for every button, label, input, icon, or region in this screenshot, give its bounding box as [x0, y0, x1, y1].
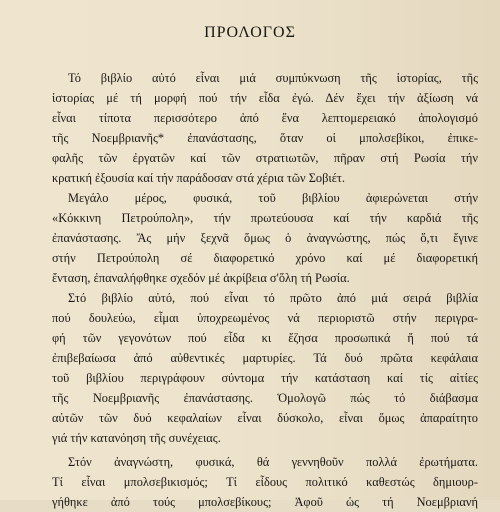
text-line: τοῦ βιβλίου περιγράφουν σύντομα τήν κατάσταση καί τίς αἰτίες [52, 371, 478, 385]
text-line: ἱστορίας μέ τή μορφή πού τήν εἶδα ἐγώ. Δέν ἔχει τήν ἀξίωση νά [52, 91, 478, 105]
text-line: ἔνταση, ἐπαναλήφθηκε σχεδόν μέ ἀκρίβεια σ'ὅλη τή Ρωσία. [52, 271, 350, 285]
text-line: τῆς Νοεμβριανῆς* ἐπανάστασης, ὅταν οἱ μπολσεβίκοι, ἐπικε- [52, 131, 478, 145]
text-line: φή τῶν γεγονότων πού εἶδα κι ἔζησα προσωπικά ἤ πού τά [52, 331, 478, 345]
text-line: «Κόκκινη Πετρούπολη», τήν πρωτεύουσα καί τήν καρδιά τῆς [52, 211, 478, 225]
text-line: γήθηκε ἀπό τούς μπολσεβίκους; Ἀφοῦ ὡς τή Νοεμβριανή [52, 495, 478, 509]
text-line: τῆς Νοεμβριανῆς ἐπανάστασης. Ὁμολογῶ πώς τό διάβασμα [52, 391, 478, 405]
text-line: Στόν ἀναγνώστη, φυσικά, θά γεννηθοῦν πολλά ἐρωτήματα. [68, 455, 478, 469]
text-line: Τό βιβλίο αὐτό εἶναι μιά συμπύκνωση τῆς ἱστορίας, τῆς [68, 71, 478, 85]
text-line: γιά τήν κατανόηση τῆς συνέχειας. [52, 431, 221, 445]
text-line: ἐπιβεβαίωσα ἀπό αὐθεντικές μαρτυρίες. Τά δυό πρῶτα κεφάλαια [52, 351, 478, 365]
text-line: αὐτῶν τῶν δυό κεφαλαίων εἶναι δύσκολο, εἶναι ὅμως ἀπαραίτητο [52, 411, 478, 425]
page-heading: ΠΡΟΛΟΓΟΣ [204, 24, 296, 41]
text-line: εἶναι τίποτα περισσότερο ἀπό ἕνα λεπτομερειακό ἀπολογισμό [52, 111, 478, 125]
text-line: Τί εἶναι μπολσεβικισμός; Τί εἶδους πολιτικό καθεστώς δημιουρ- [52, 475, 478, 489]
text-line: Στό βιβλίο αὐτό, πού εἶναι τό πρῶτο ἀπό μιά σειρά βιβλία [68, 291, 478, 305]
text-line: πού δουλεύω, εἶμαι ὑποχρεωμένος νά περιοριστῶ στήν περιγρα- [52, 311, 478, 325]
text-line: φαλῆς τῶν ἐργατῶν καί τῶν στρατιωτῶν, πῆραν στή Ρωσία τήν [52, 151, 478, 165]
text-line: στήν Πετρούπολη σέ διαφορετικό χρόνο καί μέ διαφορετική [52, 251, 478, 265]
text-line: κρατική ἐξουσία καί τήν παράδοσαν στά χέρια τῶν Σοβιέτ. [52, 171, 346, 185]
text-line: Μεγάλο μέρος, φυσικά, τοῦ βιβλίου ἀφιερώνεται στήν [68, 191, 478, 205]
text-line: ἐπανάστασης. Ἄς μήν ξεχνᾶ ὅμως ὁ ἀναγνώστης, πώς ὅ,τι ἔγινε [52, 231, 478, 245]
